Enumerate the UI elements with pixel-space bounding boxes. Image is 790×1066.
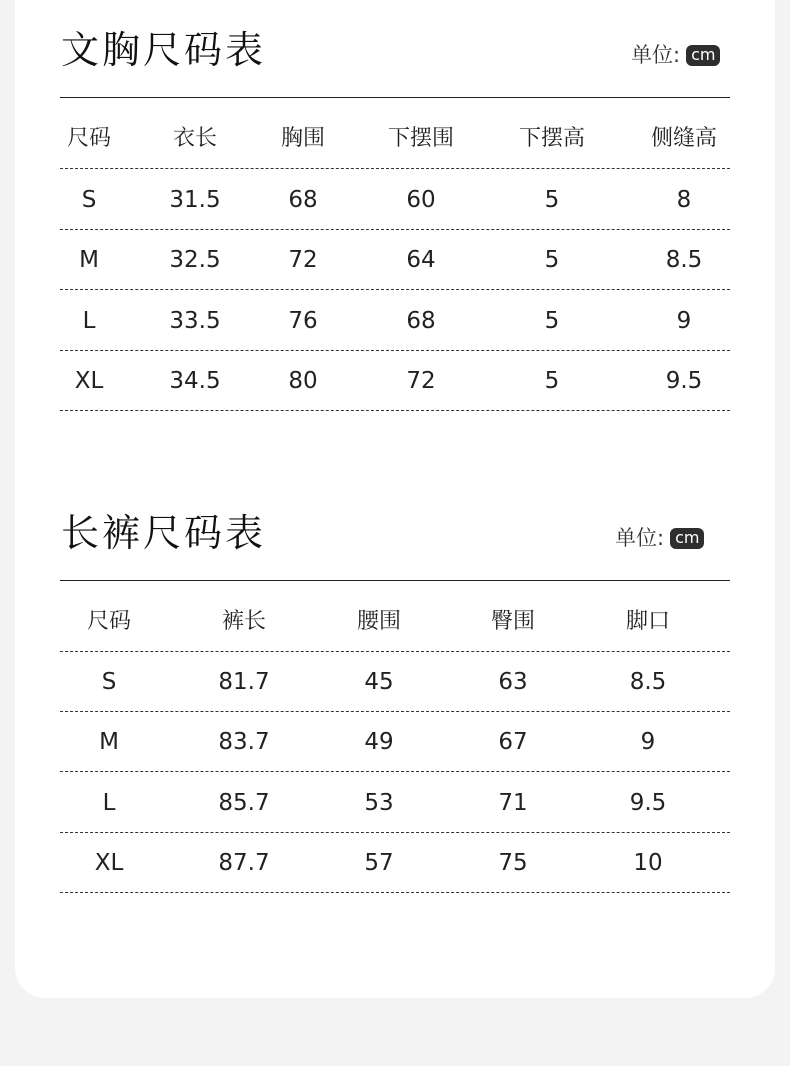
bra-hem-height-cell: 5 bbox=[544, 187, 560, 213]
pants-size-cell: L bbox=[102, 790, 116, 816]
bra-size-cell: L bbox=[82, 308, 96, 334]
pants-length-cell: 83.7 bbox=[218, 729, 270, 755]
bra-hem-circ-cell: 72 bbox=[406, 368, 436, 394]
pants-header-leg-opening: 脚口 bbox=[625, 609, 670, 634]
table-row bbox=[60, 652, 730, 712]
table-row bbox=[60, 773, 730, 833]
bra-bust-cell: 72 bbox=[288, 247, 318, 273]
bra-side-seam-cell: 8.5 bbox=[665, 247, 703, 273]
pants-header-waist: 腰围 bbox=[356, 609, 401, 634]
bra-bust-cell: 76 bbox=[288, 308, 318, 334]
bra-length-cell: 31.5 bbox=[169, 187, 221, 213]
pants-table-top-rule bbox=[60, 580, 730, 581]
pants-leg-opening-cell: 10 bbox=[633, 850, 663, 876]
bra-size-title: 文胸尺码表 bbox=[61, 28, 267, 72]
pants-length-cell: 87.7 bbox=[218, 850, 270, 876]
bra-header-side-seam: 侧缝高 bbox=[650, 126, 717, 151]
pants-waist-cell: 57 bbox=[364, 850, 394, 876]
pants-length-cell: 81.7 bbox=[218, 669, 270, 695]
bra-hem-height-cell: 5 bbox=[544, 368, 560, 394]
bra-hem-height-cell: 5 bbox=[544, 247, 560, 273]
bra-size-cell: XL bbox=[74, 368, 104, 394]
table-row bbox=[60, 351, 730, 411]
bra-unit bbox=[631, 45, 720, 66]
pants-hip-cell: 71 bbox=[498, 790, 528, 816]
table-row bbox=[60, 230, 730, 290]
pants-length-cell: 85.7 bbox=[218, 790, 270, 816]
bra-header-row bbox=[60, 109, 730, 169]
bra-bust-cell: 80 bbox=[288, 368, 318, 394]
bra-header-size: 尺码 bbox=[66, 126, 111, 151]
pants-header-size: 尺码 bbox=[86, 609, 131, 634]
bra-size-cell: M bbox=[79, 247, 99, 273]
pants-hip-cell: 67 bbox=[498, 729, 528, 755]
bra-length-cell: 34.5 bbox=[169, 368, 221, 394]
pants-waist-cell: 49 bbox=[364, 729, 394, 755]
bra-length-cell: 33.5 bbox=[169, 308, 221, 334]
pants-leg-opening-cell: 9 bbox=[640, 729, 656, 755]
bra-header-hem-height: 下摆高 bbox=[518, 126, 585, 151]
table-row bbox=[60, 291, 730, 351]
pants-size-title: 长裤尺码表 bbox=[61, 511, 267, 555]
bra-hem-circ-cell: 68 bbox=[406, 308, 436, 334]
pants-leg-opening-cell: 8.5 bbox=[629, 669, 667, 695]
pants-header-hip: 臀围 bbox=[490, 609, 535, 634]
pants-header-length: 裤长 bbox=[221, 609, 266, 634]
table-row bbox=[60, 712, 730, 772]
bra-hem-circ-cell: 64 bbox=[406, 247, 436, 273]
pants-waist-cell: 45 bbox=[364, 669, 394, 695]
pants-unit-label: 单位: bbox=[615, 526, 665, 550]
bra-bust-cell: 68 bbox=[288, 187, 318, 213]
pants-size-cell: XL bbox=[94, 850, 124, 876]
bra-unit-badge: cm bbox=[686, 45, 720, 66]
bra-table-top-rule bbox=[60, 97, 730, 98]
bra-side-seam-cell: 9.5 bbox=[665, 368, 703, 394]
bra-side-seam-cell: 9 bbox=[676, 308, 692, 334]
pants-hip-cell: 75 bbox=[498, 850, 528, 876]
pants-size-cell: S bbox=[101, 669, 117, 695]
bra-hem-height-cell: 5 bbox=[544, 308, 560, 334]
table-row bbox=[60, 170, 730, 230]
bra-hem-circ-cell: 60 bbox=[406, 187, 436, 213]
bra-unit-label: 单位: bbox=[631, 43, 681, 67]
bra-header-bust: 胸围 bbox=[280, 126, 325, 151]
pants-unit-badge: cm bbox=[670, 528, 704, 549]
pants-size-cell: M bbox=[99, 729, 119, 755]
bra-length-cell: 32.5 bbox=[169, 247, 221, 273]
bra-size-cell: S bbox=[81, 187, 97, 213]
bra-header-length: 衣长 bbox=[172, 126, 217, 151]
pants-unit bbox=[615, 528, 704, 549]
pants-header-row bbox=[60, 592, 730, 652]
bra-header-hem-circ: 下摆围 bbox=[387, 126, 454, 151]
pants-waist-cell: 53 bbox=[364, 790, 394, 816]
pants-leg-opening-cell: 9.5 bbox=[629, 790, 667, 816]
table-row bbox=[60, 833, 730, 893]
bra-side-seam-cell: 8 bbox=[676, 187, 692, 213]
pants-hip-cell: 63 bbox=[498, 669, 528, 695]
